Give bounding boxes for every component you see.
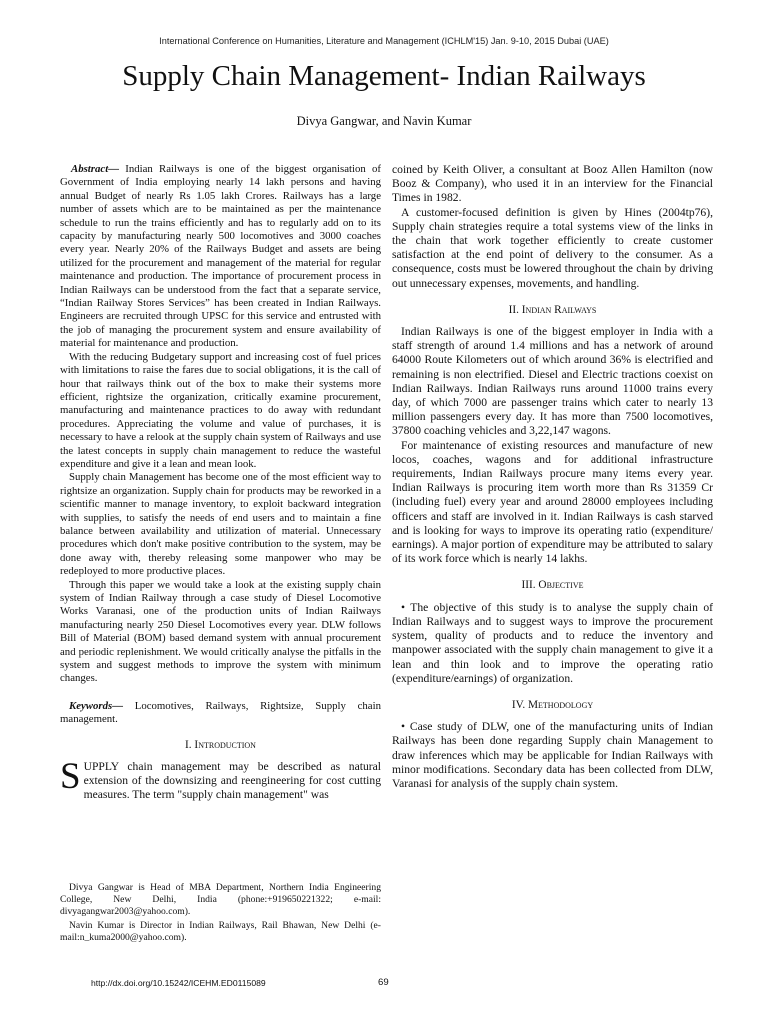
methodology-heading: IV. Methodology: [511, 698, 594, 711]
footnotes: [60, 882, 381, 946]
right-column: [392, 163, 713, 791]
conference-header: International Conference on Humanities, Literature and Management (ICHLM'15) Jan. 9-10, 2015 Dubai (UAE): [159, 36, 609, 46]
methodology-paragraph-1: • Case study of DLW, one of the manufacturing units of Indian Railways has been done regarding Supply chain Management to draw inferences which may be applicable for Indian Railways with minor modifications. Secondary data has been collected from DLW, Varanasi for analysis of the supply chain system.: [392, 720, 713, 790]
abstract-paragraph-4: Through this paper we would take a look at the existing supply chain system of Indian Railway through a case study of Diesel Locomotive Works Varanasi, one of the production units of Indian Railways manufacturing nearly 250 Diesel Locomotives every year. DLW follows Bill of Material (BOM) based demand system with annual procurement and periodic replenishment. We would critically analyse the pitfalls in the system and suggest methods to improve the system with minimum changes.: [60, 578, 381, 685]
drop-cap: S: [60, 756, 81, 798]
introduction-text-1: UPPLY chain management may be described as natural extension of the downsizing and reengineering for cost cutting measures. The term "supply chain management" was: [83, 760, 381, 802]
introduction-body: [60, 756, 381, 803]
objective-heading: III. Objective: [521, 579, 584, 592]
page-number: 69: [378, 977, 389, 988]
keywords-text: Locomotives, Railways, Rightsize, Supply chain management.: [60, 699, 381, 726]
abstract-section: [60, 163, 381, 686]
paper-authors: Divya Gangwar, and Navin Kumar: [296, 114, 472, 128]
paper-title: Supply Chain Management- Indian Railways: [122, 60, 646, 92]
introduction-heading: I. Introduction: [185, 738, 256, 751]
footnote-author-2: Navin Kumar is Director in Indian Railways, Rail Bhawan, New Delhi (e-mail:n_kuma2000@yahoo.com).: [60, 920, 381, 943]
left-column: [60, 163, 381, 803]
indian-railways-paragraph-2: For maintenance of existing resources and manufacture of new locos, coaches, wagons and for additional infrastructure requirements, Indian Railways procure many items every year. Indian Railways is procuring item worth more than Rs 31359 Cr (including fuel) every year and around 28000 employees including officers and staff are involved in it. Indian Railways is cash starved and is looking for ways to improve its operating ratio (expenditure/ earnings). A major portion of expenditure may be attributed to salary of its work force which is nearly 14 lakhs.: [392, 438, 713, 566]
introduction-paragraph-1: [60, 756, 381, 803]
indian-railways-heading: II. Indian Railways: [508, 303, 597, 316]
abstract-label: Abstract—: [71, 163, 119, 175]
abstract-paragraph-3: Supply chain Management has become one of the most efficient way to rightsize an organization. Supply chain for products may be reworked in a scientific manner to manage inventory, to exploit backward integration with supplies, to satisfy the needs of end users and to maintain a fine balance between availability and utilization of material. Unnecessary procedures which don't make positive contribution to the system, may be done away with, thereby releasing some manpower who may be redeployed to more productive places.: [60, 471, 381, 578]
keywords-label: Keywords—: [69, 699, 123, 712]
keywords: [60, 700, 381, 727]
introduction-continuation: coined by Keith Oliver, a consultant at Booz Allen Hamilton (now Booz & Company), who used it in an interview for the Financial Times in 1982.: [392, 163, 713, 205]
footnote-author-1: Divya Gangwar is Head of MBA Department, Northern India Engineering College, New Delhi, India (phone:+919650221322; e-mail: divyagangwar2003@yahoo.com).: [60, 882, 381, 917]
abstract-paragraph-2: With the reducing Budgetary support and increasing cost of fuel prices with limitations to raise the fares due to social obligations, it is the call of hour that railways think out of the box to make their systems more efficient, rightsize the organization, critically examine procurement, manufacturing and maintenance practices to do away with redundant procedures. Appreciating the volume and value of purchases, it is necessary to have a relook at the supply chain system of Railways and use the latest concepts in supply chain management to reduce the wasteful expenditure and give it a lean and mean look.: [60, 350, 381, 470]
objective-paragraph-1: • The objective of this study is to analyse the supply chain of Indian Railways and to suggest ways to improve the procurement system, quality of products and to reduce the inventory and manpower associated with the supply chain management to give it a lean and thin look and to improve the operating ratio (expenditure/earnings) of organization.: [392, 600, 713, 685]
introduction-paragraph-2: A customer-focused definition is given by Hines (2004tp76), Supply chain strategies require a total systems view of the links in the chain that work together efficiently to create customer satisfaction at the end point of delivery to the consumer. As a consequence, costs must be lowered throughout the chain by driving out unnecessary expenses, movements, and handling.: [392, 205, 713, 290]
indian-railways-paragraph-1: Indian Railways is one of the biggest employer in India with a staff strength of around 1.4 millions and has a network of around 64000 Route Kilometers out of which around 36% is electrified and remaining is non electrified. Diesel and Electric tractions coexist on Indian Railways. Indian Railways runs around 11000 trains every day, of which 7000 are passenger trains which cater to nearly 13 million passengers every day. It has more than 7500 locomotives, 37800 coaching vehicles and 3,22,147 wagons.: [392, 325, 713, 438]
doi-link[interactable]: http://dx.doi.org/10.15242/ICEHM.ED0115089: [91, 978, 266, 988]
abstract-paragraph-1: [60, 163, 381, 351]
abstract-text-1: Indian Railways is one of the biggest organisation of Government of India employing nearly 14 lakh persons and having annual Budget of nearly Rs 1.05 lakh Crores. Railways has a large number of assets which are to be maintained as per the maintenance schedule to run the trains efficiently and has to regularly add on to its capacity by manufacturing nearly 500 locomotives and 3000 coaches every year. Nearly 20% of the Railways Budget and assets are being utilized for the procurement and management of the material for regular maintenance and production. The importance of procurement process in Indian Railways can be understood from the fact that a separate service, “Indian Railway Stores Services” has been created in Indian Railways. Engineers are recruited through UPSC for this service and entrusted with the job of managing the procurement system and ensure availability of material for maintenance and production.: [60, 163, 381, 350]
